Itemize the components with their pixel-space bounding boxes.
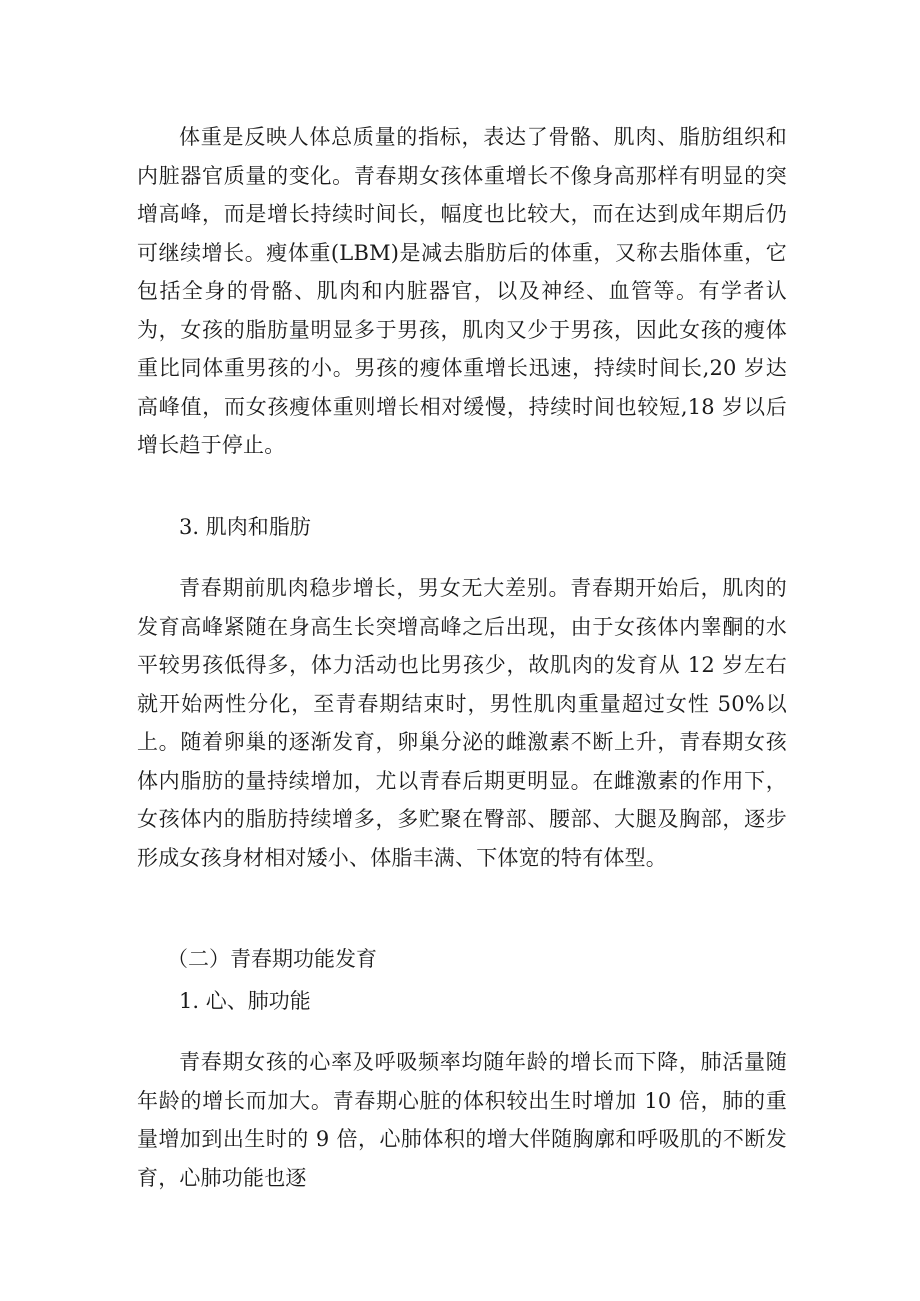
paragraph-heart-lung: 青春期女孩的心率及呼吸频率均随年龄的增长而下降，肺活量随年龄的增长而加大。青春期心脏的体积较出生时增加 10 倍，肺的重量增加到出生时的 9 倍，心肺体积的增大伴随胸廓和呼吸肌的不断发育，心肺功能也逐: [137, 1050, 787, 1190]
paragraph-body-weight: 体重是反映人体总质量的指标，表达了骨骼、肌肉、脂肪组织和内脏器官质量的变化。青春期女孩体重增长不像身高那样有明显的突增高峰，而是增长持续时间长，幅度也比较大，而在达到成年期后仍可继续增长。瘦体重(LBM)是减去脂肪后的体重，又称去脂体重，它包括全身的骨骼、肌肉和内脏器官，以及神经、血管等。有学者认为，女孩的脂肪量明显多于男孩，肌肉又少于男孩，因此女孩的瘦体重比同体重男孩的小。男孩的瘦体重增长迅速，持续时间长,20 岁达高峰值，而女孩瘦体重则增长相对缓慢，持续时间也较短,18 岁以后增长趋于停止。: [137, 125, 787, 457]
section-heading-function: （二）青春期功能发育: [167, 947, 377, 971]
section-heading-muscle-fat: 3. 肌肉和脂肪: [179, 515, 311, 539]
paragraph-muscle-fat: 青春期前肌肉稳步增长，男女无大差别。青春期开始后，肌肉的发育高峰紧随在身高生长突增高峰之后出现，由于女孩体内睾酮的水平较男孩低得多，体力活动也比男孩少，故肌肉的发育从 12 岁左右就开始两性分化，至青春期结束时，男性肌肉重量超过女性 50%以上。随着卵巢的逐渐发育，卵巢分泌的雌激素不断上升，青春期女孩体内脂肪的量持续增加，尤以青春后期更明显。在雌激素的作用下，女孩体内的脂肪持续增多，多贮聚在臀部、腰部、大腿及胸部，逐步形成女孩身材相对矮小、体脂丰满、下体宽的特有体型。: [137, 576, 787, 870]
section-heading-heart-lung: 1. 心、肺功能: [179, 989, 311, 1013]
